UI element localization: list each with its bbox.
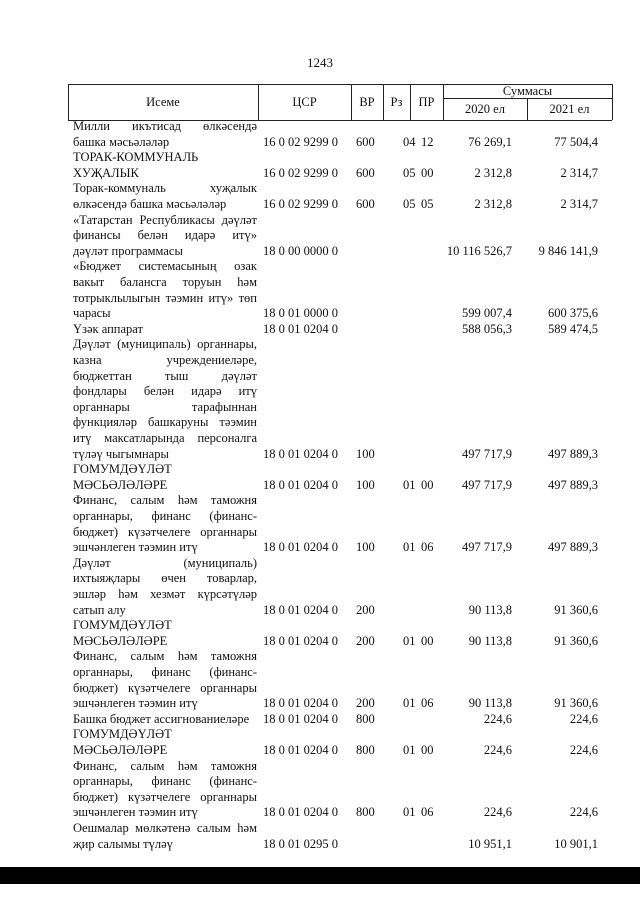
- table-row: [68, 556, 612, 618]
- row-name: [73, 618, 257, 649]
- row-name-line: органнары тарафыннан: [73, 399, 257, 414]
- row-name-line: «Татарстан Республикасы дәүләт: [73, 212, 257, 227]
- row-name-line: эшләр һәм хезмәт күрсәтүләр: [73, 586, 257, 601]
- row-name: [73, 119, 257, 150]
- page-number: 1243: [307, 55, 333, 70]
- row-name-line: ихтыяҗлары өчен товарлар,: [73, 571, 257, 586]
- row-name-line: ГОМУМДӘҮЛӘТ: [73, 618, 172, 633]
- row-vr: 100: [356, 446, 375, 461]
- row-value-2021: 497 889,3: [548, 540, 598, 555]
- header-year-2021: 2021 ел: [549, 102, 590, 116]
- row-value-2020: 2 312,8: [474, 196, 512, 211]
- row-value-2020: 76 269,1: [468, 134, 512, 149]
- row-csr: 18 0 01 0204 0: [263, 711, 338, 726]
- row-name: [73, 337, 257, 462]
- row-name-line: бюджет) күзәтчелеге органнары: [73, 524, 257, 539]
- row-csr: 18 0 01 0204 0: [263, 633, 338, 648]
- row-value-2021: 91 360,6: [554, 696, 598, 711]
- row-name-line: башка мәсьәләләр: [73, 134, 170, 149]
- row-value-2021: 9 846 141,9: [538, 243, 598, 258]
- row-rz: 01: [403, 477, 416, 492]
- header-year-2020: 2020 ел: [465, 102, 505, 116]
- row-name-line: Финанс, салым һәм таможня: [73, 493, 257, 508]
- row-pr: 00: [421, 477, 434, 492]
- row-name: [73, 712, 257, 728]
- row-csr: 18 0 01 0000 0: [263, 306, 338, 321]
- row-name: [73, 181, 257, 212]
- row-name-line: Башка бюджет ассигнованиеләре: [73, 711, 250, 726]
- row-vr: 800: [356, 711, 375, 726]
- row-csr: 16 0 02 9299 0: [263, 165, 338, 180]
- row-value-2020: 90 113,8: [468, 602, 512, 617]
- row-name: [73, 821, 257, 852]
- row-name: [73, 259, 257, 321]
- table-row: [68, 119, 612, 150]
- row-value-2020: 2 312,8: [474, 165, 512, 180]
- row-name: [73, 649, 257, 711]
- table-row: [68, 759, 612, 821]
- table-row: [68, 181, 612, 212]
- row-value-2020: 10 951,1: [468, 836, 512, 851]
- row-value-2020: 588 056,3: [462, 321, 512, 336]
- row-name-line: Үзәк аппарат: [73, 321, 143, 336]
- row-csr: 16 0 02 9299 0: [263, 196, 338, 211]
- row-name: [73, 493, 257, 555]
- table-row: [68, 727, 612, 758]
- row-value-2020: 497 717,9: [462, 477, 512, 492]
- row-csr: 18 0 01 0295 0: [263, 836, 338, 851]
- scan-bottom-bar: [0, 867, 640, 884]
- row-name-line: бюджет) күзәтчелеге органнары: [73, 680, 257, 695]
- row-name-line: түләү чыгымнары: [73, 446, 169, 461]
- row-value-2021: 2 314,7: [560, 165, 598, 180]
- row-csr: 18 0 00 0000 0: [263, 243, 338, 258]
- row-name-line: вакыт балансга торуын һәм: [73, 274, 257, 289]
- row-name-line: итү максатларында персоналга: [73, 430, 257, 445]
- row-vr: 600: [356, 165, 375, 180]
- row-name-line: Дәүләт (муниципаль) органнары,: [73, 337, 257, 352]
- row-pr: 06: [421, 805, 434, 820]
- row-pr: 00: [421, 742, 434, 757]
- row-name-line: сатып алу: [73, 602, 126, 617]
- row-csr: 18 0 01 0204 0: [263, 446, 338, 461]
- header-rz: Рз: [390, 95, 403, 109]
- table-row: [68, 712, 612, 728]
- row-value-2020: 90 113,8: [468, 633, 512, 648]
- row-name-line: органнары, финанс (финанс-: [73, 664, 257, 679]
- row-name-line: эшчәнлеген тәэмин итү: [73, 696, 198, 711]
- row-name-line: бюджеттан тыш дәүләт: [73, 368, 257, 383]
- row-name-line: тотрыклылыгын тәэмин итү» төп: [73, 290, 257, 305]
- row-value-2021: 589 474,5: [548, 321, 598, 336]
- row-name: [73, 462, 257, 493]
- table-row: [68, 493, 612, 555]
- row-name-line: Финанс, салым һәм таможня: [73, 758, 257, 773]
- row-value-2020: 224,6: [483, 742, 512, 757]
- row-name-line: финансы белән идарә итү»: [73, 228, 257, 243]
- row-vr: 200: [356, 602, 375, 617]
- row-name-line: фондлары белән идарә итү: [73, 384, 257, 399]
- row-name-line: Милли икътисад өлкәсендә: [73, 119, 257, 133]
- row-name: [73, 322, 257, 338]
- row-name-line: ГОМУМДӘҮЛӘТ: [73, 462, 172, 477]
- row-name-line: казна учреждениеләре,: [73, 352, 257, 367]
- row-value-2020: 599 007,4: [462, 306, 512, 321]
- row-value-2020: 497 717,9: [462, 446, 512, 461]
- row-value-2021: 600 375,6: [548, 306, 598, 321]
- row-value-2021: 77 504,4: [554, 134, 598, 149]
- row-value-2021: 91 360,6: [554, 602, 598, 617]
- header-pr: ПР: [418, 95, 435, 109]
- row-rz: 01: [403, 540, 416, 555]
- row-value-2020: 90 113,8: [468, 696, 512, 711]
- row-vr: 100: [356, 540, 375, 555]
- row-name-line: эшчәнлеген тәэмин итү: [73, 540, 198, 555]
- row-pr: 12: [421, 134, 434, 149]
- row-name-line: органнары, финанс (финанс-: [73, 774, 257, 789]
- row-name: [73, 213, 257, 260]
- row-name-line: Торак-коммуналь хуҗалык: [73, 181, 257, 196]
- row-value-2020: 497 717,9: [462, 540, 512, 555]
- row-rz: 01: [403, 696, 416, 711]
- row-name-line: Оешмалар мөлкәтенә салым һәм: [73, 821, 257, 835]
- row-name: [73, 150, 257, 181]
- row-name-line: эшчәнлеген тәэмин итү: [73, 805, 198, 820]
- row-csr: 18 0 01 0204 0: [263, 321, 338, 336]
- row-name-line: ТОРАК-КОММУНАЛЬ: [73, 150, 199, 165]
- row-vr: 800: [356, 742, 375, 757]
- row-csr: 18 0 01 0204 0: [263, 477, 338, 492]
- row-vr: 200: [356, 696, 375, 711]
- row-name: [73, 759, 257, 821]
- row-name-line: Финанс, салым һәм таможня: [73, 649, 257, 664]
- row-value-2021: 497 889,3: [548, 477, 598, 492]
- table-row: [68, 649, 612, 711]
- row-csr: 16 0 02 9299 0: [263, 134, 338, 149]
- row-csr: 18 0 01 0204 0: [263, 696, 338, 711]
- row-csr: 18 0 01 0204 0: [263, 540, 338, 555]
- row-rz: 05: [403, 196, 416, 211]
- row-rz: 04: [403, 134, 416, 149]
- row-rz: 05: [403, 165, 416, 180]
- table-row: [68, 821, 612, 852]
- row-vr: 600: [356, 134, 375, 149]
- row-csr: 18 0 01 0204 0: [263, 742, 338, 757]
- table-row: [68, 618, 612, 649]
- header-csr: ЦСР: [292, 95, 317, 109]
- row-value-2021: 10 901,1: [554, 836, 598, 851]
- row-value-2021: 2 314,7: [560, 196, 598, 211]
- table-row: [68, 322, 612, 338]
- row-pr: 06: [421, 540, 434, 555]
- row-rz: 01: [403, 633, 416, 648]
- header-sums: Суммасы: [502, 84, 553, 98]
- row-name-line: МӘСЬӘЛӘЛӘРЕ: [73, 742, 168, 757]
- row-value-2021: 224,6: [569, 711, 598, 726]
- row-vr: 200: [356, 633, 375, 648]
- header-border-right: [612, 84, 613, 120]
- row-vr: 600: [356, 196, 375, 211]
- row-name-line: дәүләт программасы: [73, 243, 183, 258]
- row-pr: 00: [421, 165, 434, 180]
- row-value-2020: 224,6: [483, 805, 512, 820]
- row-name-line: МӘСЬӘЛӘЛӘРЕ: [73, 477, 168, 492]
- table-row: [68, 462, 612, 493]
- row-name: [73, 556, 257, 618]
- row-name-line: «Бюджет системасының озак: [73, 259, 257, 274]
- row-value-2021: 224,6: [569, 805, 598, 820]
- table-row: [68, 213, 612, 260]
- row-csr: 18 0 01 0204 0: [263, 602, 338, 617]
- header-vr: ВР: [359, 95, 375, 109]
- row-csr: 18 0 01 0204 0: [263, 805, 338, 820]
- row-vr: 800: [356, 805, 375, 820]
- row-value-2021: 91 360,6: [554, 633, 598, 648]
- row-rz: 01: [403, 742, 416, 757]
- row-name-line: органнары, финанс (финанс-: [73, 508, 257, 523]
- row-value-2020: 224,6: [483, 711, 512, 726]
- row-name-line: чарасы: [73, 306, 111, 321]
- row-name-line: бюджет) күзәтчелеге органнары: [73, 789, 257, 804]
- row-name-line: МӘСЬӘЛӘЛӘРЕ: [73, 633, 168, 648]
- row-name: [73, 727, 257, 758]
- row-name-line: функцияләр башкаруны тәэмин: [73, 415, 257, 430]
- row-name-line: өлкәсендә башка мәсьәләләр: [73, 196, 227, 211]
- row-rz: 01: [403, 805, 416, 820]
- row-name-line: Дәүләт (муниципаль): [73, 555, 257, 570]
- row-name-line: ГОМУМДӘҮЛӘТ: [73, 727, 172, 742]
- header-name: Исеме: [146, 95, 180, 109]
- row-pr: 05: [421, 196, 434, 211]
- row-name-line: җир салымы түләү: [73, 836, 173, 851]
- row-value-2021: 497 889,3: [548, 446, 598, 461]
- row-value-2020: 10 116 526,7: [446, 243, 512, 258]
- row-pr: 00: [421, 633, 434, 648]
- table-row: [68, 337, 612, 462]
- table-row: [68, 150, 612, 181]
- row-value-2021: 224,6: [569, 742, 598, 757]
- row-pr: 06: [421, 696, 434, 711]
- row-vr: 100: [356, 477, 375, 492]
- row-name-line: ХУҖАЛЫК: [73, 165, 139, 180]
- table-row: [68, 259, 612, 321]
